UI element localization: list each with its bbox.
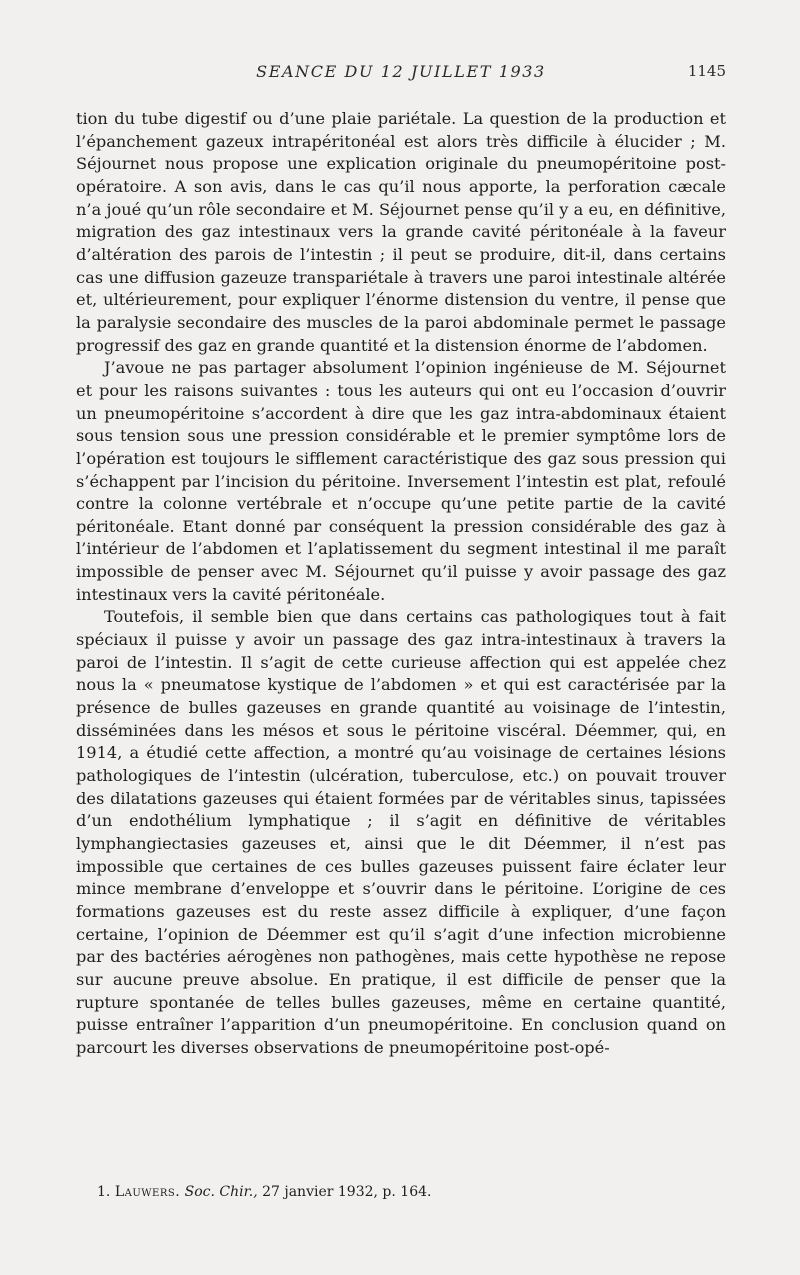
paragraph: J’avoue ne pas partager absolument l’opinion ingénieuse de M. Séjournet et pour les raisons suivantes : tous les auteurs qui ont eu l’occasion d’ouvrir un pneumopéritoine s’accordent à dire que les gaz intra-abdominaux étaient sous tension sous une pression considérable et le premier symptôme lors de l’opération est toujours le sifflement caractéristique des gaz sous pression qui s’échappent par l’incision du péritoine. Inversement l’intestin est plat, refoulé contre la colonne vertébrale et n’occupe qu’une petite partie de la cavité péritonéale. Etant donné par conséquent la pression considérable des gaz à l’intérieur de l’abdomen et l’aplatissement du segment intestinal il me paraît impossible de penser avec M. Séjournet qu’il puisse y avoir passage des gaz intestinaux vers la cavité péritonéale. (76, 358, 726, 604)
paragraph-continuation: tion du tube digestif ou d’une plaie pariétale. La question de la production et l’épanchement gazeux intrapéritonéal est alors très difficile à élucider ; M. Séjournet nous propose une explication originale du pneumopéritoine post-opératoire. A son avis, dans le cas qu’il nous apporte, la perforation cæcale n’a joué qu’un rôle secondaire et M. Séjournet pense qu’il y a eu, en définitive, migration des gaz intestinaux vers la grande cavité péritonéale à la faveur d’altération des parois de l’intestin ; il peut se produire, dit-il, dans certains cas une diffusion gazeuze transpariétale à travers une paroi intestinale altérée et, ultérieurement, pour expliquer l’énorme distension du ventre, il pense que la paralysie secondaire des muscles de la paroi abdominale permet le passage progressif des gaz en grande quantité et la distension énorme de l’abdomen. (76, 109, 726, 355)
running-title: SEANCE DU 12 JUILLET 1933 (256, 62, 546, 81)
footnote-details: 27 janvier 1932, p. 164. (262, 1184, 432, 1200)
footnote (97, 1183, 727, 1201)
footnote-author: Lauwers. (114, 1184, 181, 1200)
footnote-journal: Soc. Chir., (184, 1184, 258, 1200)
paragraph: Toutefois, il semble bien que dans certains cas pathologiques tout à fait spéciaux il puisse y avoir un passage des gaz intra-intestinaux à travers la paroi de l’intestin. Il s’agit de cette curieuse affection qui est appelée chez nous la « pneumatose kystique de l’abdomen » et qui est caractérisée par la présence de bulles gazeuses en grande quantité au voisinage de l’intestin, disséminées dans les mésos et sous le péritoine viscéral. Déemmer, qui, en 1914, a étudié cette affection, a montré qu’au voisinage de certaines lésions pathologiques de l’intestin (ulcération, tuberculose, etc.) on pouvait trouver des dilatations gazeuses qui étaient formées par de véritables sinus, tapissées d’un endothélium lymphatique ; il s’agit en définitive de véritables lymphangiectasies gazeuses et, ainsi que le dit Déemmer, il n’est pas impossible que certaines de ces bulles gazeuses puissent faire éclater leur mince membrane d’enveloppe et s’ouvrir dans le péritoine. L’origine de ces formations gazeuses est du reste assez difficile à expliquer, d’une façon certaine, l’opinion de Déemmer est qu’il s’agit d’une infection microbienne par des bactéries aérogènes non pathogènes, mais cette hypothèse ne repose sur aucune preuve absolue. En pratique, il est difficile de penser que la rupture spontanée de telles bulles gazeuses, même en certaine quantité, puisse entraîner l’apparition d’un pneumopéritoine. En conclusion quand on parcourt les diverses observations de pneumopéritoine post-opé- (76, 607, 726, 1057)
page-number: 1145 (687, 62, 726, 80)
page-header (76, 62, 726, 86)
body-text (76, 108, 726, 1060)
footnote-number: 1. (97, 1184, 111, 1200)
